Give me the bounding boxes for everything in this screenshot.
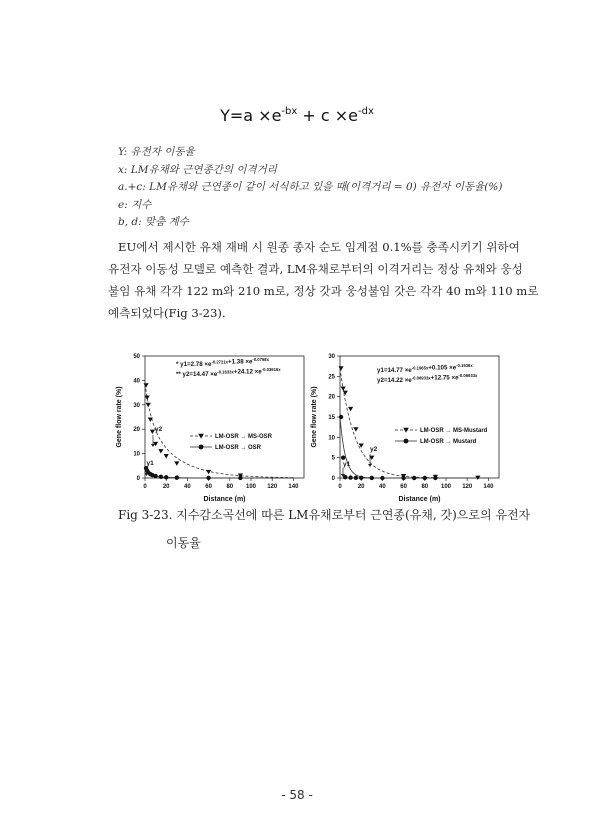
x-tick-label: 0 <box>338 484 342 490</box>
mustard-chart <box>303 348 508 506</box>
figure-oilseed-rape <box>108 348 313 506</box>
equation-term: y2=14.22 ×e <box>377 377 412 384</box>
x-tick-label: 80 <box>226 484 234 490</box>
legend-label: LM-OSR → MS-Mustard <box>420 428 488 435</box>
definition-ac: a.+c: LM유채와 근연종이 같이 서식하고 있을 때(이격거리 = 0) 유전자 이동율(%) <box>118 181 503 193</box>
data-point-circle <box>423 476 427 480</box>
definition-y: Y: 유전자 이동율 <box>118 146 195 158</box>
data-point-circle <box>412 476 416 480</box>
data-point-circle <box>348 475 352 479</box>
legend-label: LM-OSR → Mustard <box>420 439 477 446</box>
x-tick-label: 100 <box>440 484 452 490</box>
equation-term: +1.38 ×e <box>227 358 253 366</box>
data-point-triangle <box>343 391 348 395</box>
data-point-circle <box>370 476 374 480</box>
paragraph-line: 유전자 이동성 모델로 예측한 결과, LM유채로부터의 이격거리는 정상 유채와 웅성 <box>108 262 523 276</box>
x-axis-label: Distance (m) <box>203 496 246 503</box>
equation-exponent: -0.1936x <box>456 363 473 368</box>
equation-term: +24.12 ×e <box>233 368 262 376</box>
data-point-triangle <box>143 383 148 387</box>
legend-marker-circle <box>199 445 204 450</box>
data-point-circle <box>380 476 384 480</box>
data-point-triangle <box>348 407 353 411</box>
data-point-circle <box>341 455 345 459</box>
data-point-triangle <box>206 470 211 474</box>
equation-term: +12.75 ×e <box>430 374 459 382</box>
x-tick-label: 120 <box>462 484 473 490</box>
data-point-circle <box>433 476 437 480</box>
model-formula: $Y=a \times e^{-bx} + c \times e^{-dx}$ <box>220 106 374 125</box>
data-point-triangle <box>164 454 169 458</box>
data-point-triangle <box>146 403 151 407</box>
fit-curve-series-2 <box>340 418 488 479</box>
equation-term: +0.105 ×e <box>428 364 457 372</box>
y-tick-label: 40 <box>133 378 140 385</box>
y-tick-label: 50 <box>133 354 140 360</box>
equation-exponent: -0.03616x <box>261 367 281 372</box>
x-tick-label: 40 <box>184 484 191 490</box>
fit-curve-series-1 <box>145 384 293 478</box>
data-point-triangle <box>353 427 358 431</box>
equation-term: ** y2=14.47 ×e <box>176 371 218 378</box>
equation-exponent: -0.0768x <box>252 357 269 362</box>
data-point-triangle <box>338 366 343 370</box>
x-tick-label: 40 <box>379 484 386 490</box>
fit-equation-2 <box>176 367 281 378</box>
equation-exponent: -0.1633x <box>217 369 234 375</box>
y-tick-label: 30 <box>328 354 335 360</box>
x-tick-label: 140 <box>483 484 494 490</box>
paragraph-line: EU에서 제시한 유채 재배 시 원종 종자 순도 임계점 0.1%를 충족시키기 위하여 <box>118 240 520 254</box>
data-point-circle <box>401 476 405 480</box>
legend-label: LM-OSR → OSR <box>215 445 261 452</box>
x-tick-label: 140 <box>288 484 299 490</box>
data-point-triangle <box>341 387 346 391</box>
figure-mustard <box>303 348 508 506</box>
data-point-circle <box>339 415 343 419</box>
y-axis-label: Gene flow rate (%) <box>311 386 318 448</box>
x-tick-label: 60 <box>400 484 407 490</box>
legend-label: LM-OSR → MS-OSR <box>215 434 272 441</box>
data-point-circle <box>206 476 210 480</box>
y-tick-label: 0 <box>136 476 140 482</box>
equation-exponent: -0.2721x <box>211 359 228 365</box>
y-tick-label: 20 <box>133 427 140 434</box>
definition-x: x: LM유채와 근연종간의 이격거리 <box>118 163 277 176</box>
arrow-head <box>151 444 155 447</box>
data-point-circle <box>164 475 168 479</box>
x-tick-label: 20 <box>357 484 365 490</box>
legend-marker-circle <box>404 439 409 444</box>
x-tick-label: 80 <box>421 484 429 490</box>
y-axis-label: Gene flow rate (%) <box>116 386 123 448</box>
y-tick-label: 10 <box>328 435 335 442</box>
paragraph-line: 불임 유채 각각 122 m와 210 m로, 정상 갓과 웅성불임 갓은 각각 40 m와 110 m로 <box>108 284 539 298</box>
arrow-label-y2: y2 <box>155 426 163 433</box>
equation-exponent: -0.06933x <box>411 375 431 381</box>
variable-definitions <box>118 144 502 232</box>
x-tick-label: 120 <box>267 484 278 490</box>
data-point-circle <box>354 476 358 480</box>
y-tick-label: 25 <box>328 374 335 381</box>
arrow-head <box>368 464 372 467</box>
equation-term: * y1=2.78 ×e <box>176 361 212 368</box>
fit-equation-2 <box>377 373 478 384</box>
definition-e: e: 지수 <box>118 198 152 211</box>
page-number: - 58 - <box>281 788 313 802</box>
data-point-circle <box>153 474 157 478</box>
body-paragraph <box>108 236 539 324</box>
y-tick-label: 15 <box>328 415 335 421</box>
x-tick-label: 60 <box>205 484 212 490</box>
figure-caption: Fig 3-23. 지수감소곡선에 따른 LM유채로부터 근연종(유채, 갓)으로의 유전자 <box>118 508 531 522</box>
fit-equation-1 <box>176 357 270 368</box>
figure-caption-cont: 이동율 <box>166 536 201 550</box>
y-tick-label: 5 <box>331 455 335 462</box>
y-tick-label: 20 <box>328 394 335 401</box>
definition-bd: b, d: 맞춤 계수 <box>118 216 189 228</box>
equation-term: y1=14.77 ×e <box>377 367 412 374</box>
y-tick-label: 0 <box>331 476 335 482</box>
data-point-circle <box>359 476 363 480</box>
data-point-circle <box>175 475 179 479</box>
equation-exponent: -0.1965x <box>411 365 429 371</box>
x-axis-label: Distance (m) <box>398 496 441 503</box>
oilseed-rape-chart <box>108 348 313 506</box>
arrow-label-y1: y1 <box>343 461 351 468</box>
data-point-triangle <box>174 461 179 465</box>
data-point-circle <box>238 476 242 480</box>
arrow-label-y1: y1 <box>146 460 154 467</box>
data-point-triangle <box>158 449 163 453</box>
x-tick-label: 100 <box>245 484 257 490</box>
y-tick-label: 10 <box>133 451 140 458</box>
x-tick-label: 0 <box>143 484 147 490</box>
paragraph-line: 예측되었다(Fig 3-23). <box>108 306 226 320</box>
y-tick-label: 30 <box>133 402 140 409</box>
data-point-circle <box>159 475 163 479</box>
x-tick-label: 20 <box>162 484 170 490</box>
equation-exponent: -0.06933x <box>458 373 478 378</box>
arrow-label-y2: y2 <box>370 446 378 453</box>
